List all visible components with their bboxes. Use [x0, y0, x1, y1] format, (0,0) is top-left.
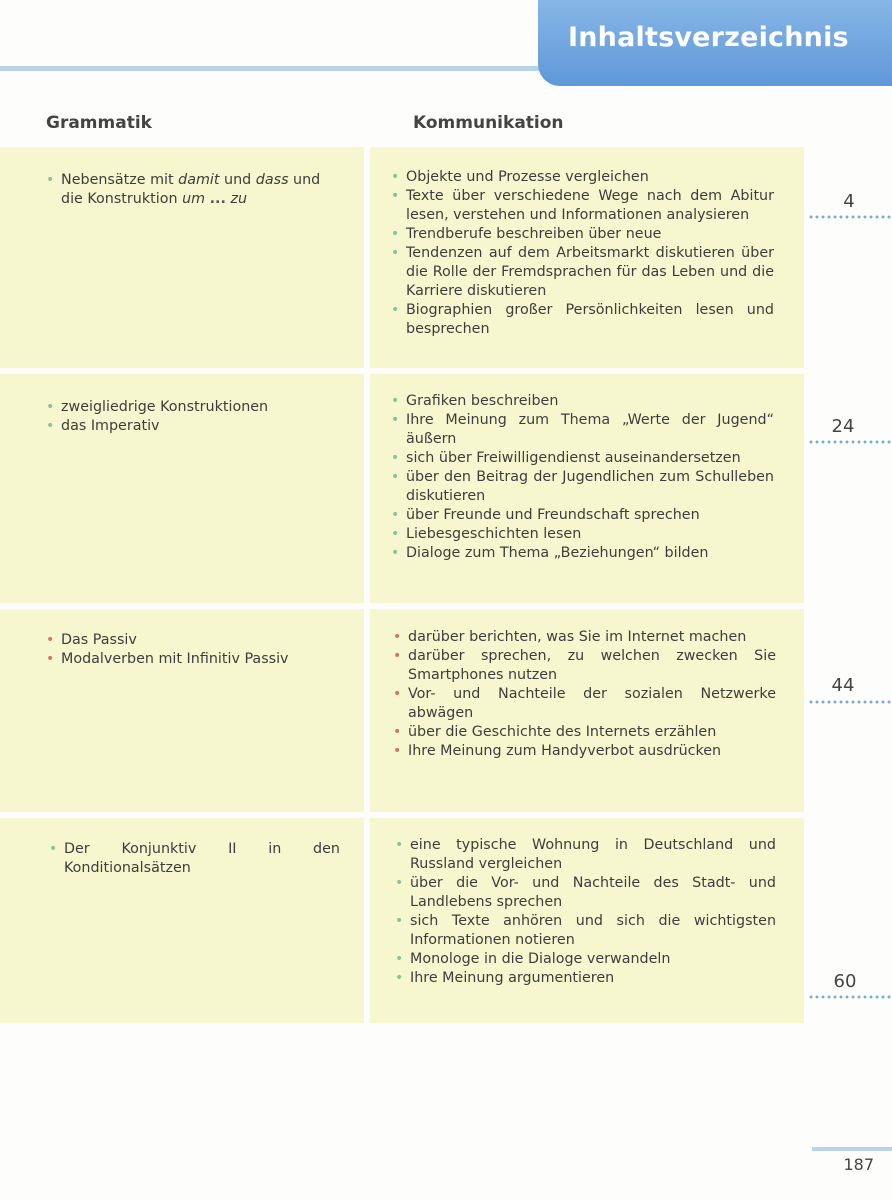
grammar-item: • Nebensätze mit damit und dass und die Konstruktion um ... zu [46, 172, 321, 207]
grammatik-cell-2 [0, 374, 364, 603]
bullet-icon: • [393, 686, 402, 702]
communication-item [391, 411, 774, 449]
bullet-icon: • [395, 913, 404, 929]
dotted-leader [808, 440, 892, 444]
bullet-icon: • [391, 169, 400, 185]
bullet-icon: • [46, 399, 55, 415]
communication-item-text: Liebesgeschichten lesen [406, 526, 582, 542]
bullet-icon: • [391, 450, 400, 466]
communication-item [391, 244, 774, 301]
communication-item [393, 742, 776, 761]
bullet-icon: • [395, 837, 404, 853]
communication-item-text: über die Vor- und Nachteile des Stadt- und Landlebens sprechen [410, 875, 776, 910]
grammar-item [46, 398, 336, 417]
bullet-icon: • [46, 651, 55, 667]
bullet-icon: • [391, 412, 400, 428]
communication-item [395, 950, 776, 969]
bullet-icon: • [391, 469, 400, 485]
bullet-icon: • [391, 545, 400, 561]
communication-item [393, 628, 776, 647]
kommunikation-cell-4 [370, 818, 804, 1023]
communication-item-text: Objekte und Prozesse vergleichen [406, 169, 649, 185]
communication-item-text: darüber berichten, was Sie im Internet machen [408, 629, 747, 645]
communication-item-text: über die Geschichte des Internets erzählen [408, 724, 717, 740]
communication-item-text: Vor- und Nachteile der sozialen Netzwerke abwägen [408, 686, 776, 721]
grammar-item-text: Modalverben mit Infinitiv Passiv [61, 651, 289, 667]
communication-item [393, 685, 776, 723]
dotted-leader [808, 700, 892, 704]
communication-item [393, 723, 776, 742]
kommunikation-cell-1 [370, 147, 804, 368]
grammar-item-text: zweigliedrige Konstruktionen [61, 399, 269, 415]
bullet-icon: • [391, 245, 400, 261]
communication-item [391, 544, 774, 563]
communication-item [395, 969, 776, 988]
bullet-icon: • [391, 526, 400, 542]
header-tab [538, 0, 892, 86]
page-ref: 60 [833, 971, 857, 992]
bullet-icon: • [391, 393, 400, 409]
bullet-icon: • [391, 226, 400, 242]
communication-item [393, 647, 776, 685]
column-heading-kommunikation: Kommunikation [413, 113, 564, 133]
communication-item-text: Texte über verschiedene Wege nach dem Abitur lesen, verstehen und Informationen analysieren [406, 188, 774, 223]
bullet-icon: • [393, 629, 402, 645]
bullet-icon: • [395, 970, 404, 986]
grammar-item-text: Das Passiv [61, 632, 137, 648]
communication-item-text: eine typische Wohnung in Deutschland und Russland vergleichen [410, 837, 776, 872]
grammar-item [46, 631, 336, 650]
communication-item-text: Biographien großer Persönlichkeiten lesen und besprechen [406, 302, 774, 337]
communication-item [391, 187, 774, 225]
grammatik-cell-3 [0, 609, 364, 812]
page-ref: 4 [843, 191, 855, 212]
communication-item [391, 449, 774, 468]
bullet-icon: • [391, 302, 400, 318]
dotted-leader [808, 995, 892, 999]
communication-item-text: Dialoge zum Thema „Beziehungen“ bilden [406, 545, 709, 561]
bullet-icon: • [393, 648, 402, 664]
page-number: 187 [843, 1155, 874, 1174]
page-ref: 24 [831, 416, 855, 437]
column-heading-grammatik: Grammatik [46, 113, 152, 133]
page-ref: 44 [831, 675, 855, 696]
bullet-icon: • [49, 841, 58, 857]
bullet-icon: • [395, 951, 404, 967]
communication-item-text: über Freunde und Freundschaft sprechen [406, 507, 700, 523]
communication-item-text: über den Beitrag der Jugendlichen zum Schulleben diskutieren [406, 469, 774, 504]
grammar-item-text: das Imperativ [61, 418, 160, 434]
communication-item [395, 836, 776, 874]
communication-item-text: Ihre Meinung argumentieren [410, 970, 615, 986]
communication-item-text: Monologe in die Dialoge verwandeln [410, 951, 671, 967]
page-title: Inhaltsverzeichnis [568, 22, 849, 53]
bullet-icon: • [46, 172, 55, 188]
communication-item-text: Grafiken beschreiben [406, 393, 559, 409]
communication-item [395, 912, 776, 950]
communication-item [391, 525, 774, 544]
grammar-item-text: Der Konjunktiv II in den Konditionalsätzen [64, 841, 340, 876]
communication-item [391, 301, 774, 339]
communication-item-text: sich Texte anhören und sich die wichtigsten Informationen notieren [410, 913, 776, 948]
communication-item [391, 468, 774, 506]
footer-rule [812, 1147, 892, 1151]
grammatik-cell-1 [0, 147, 364, 368]
communication-item [391, 225, 774, 244]
kommunikation-cell-2 [370, 374, 804, 603]
grammatik-cell-4 [0, 818, 364, 1023]
bullet-icon: • [395, 875, 404, 891]
communication-item-text: Trendberufe beschreiben über neue [406, 226, 662, 242]
communication-item [391, 392, 774, 411]
bullet-icon: • [46, 632, 55, 648]
grammar-item [46, 650, 336, 669]
bullet-icon: • [391, 507, 400, 523]
communication-item-text: Ihre Meinung zum Handyverbot ausdrücken [408, 743, 722, 759]
bullet-icon: • [393, 743, 402, 759]
dotted-leader [808, 215, 892, 219]
grammar-item [49, 840, 340, 878]
grammar-item [46, 417, 336, 436]
communication-item-text: Tendenzen auf dem Arbeitsmarkt diskutieren über die Rolle der Fremdsprachen für das Leben und die Karriere diskutieren [406, 245, 774, 299]
bullet-icon: • [393, 724, 402, 740]
bullet-icon: • [391, 188, 400, 204]
kommunikation-cell-3 [370, 609, 804, 812]
communication-item [391, 168, 774, 187]
communication-item-text: Ihre Meinung zum Thema „Werte der Jugend“ äußern [406, 412, 774, 447]
bullet-icon: • [46, 418, 55, 434]
communication-item-text: darüber sprechen, zu welchen zwecken Sie Smartphones nutzen [408, 648, 776, 683]
communication-item-text: sich über Freiwilligendienst auseinandersetzen [406, 450, 741, 466]
communication-item [395, 874, 776, 912]
communication-item [391, 506, 774, 525]
